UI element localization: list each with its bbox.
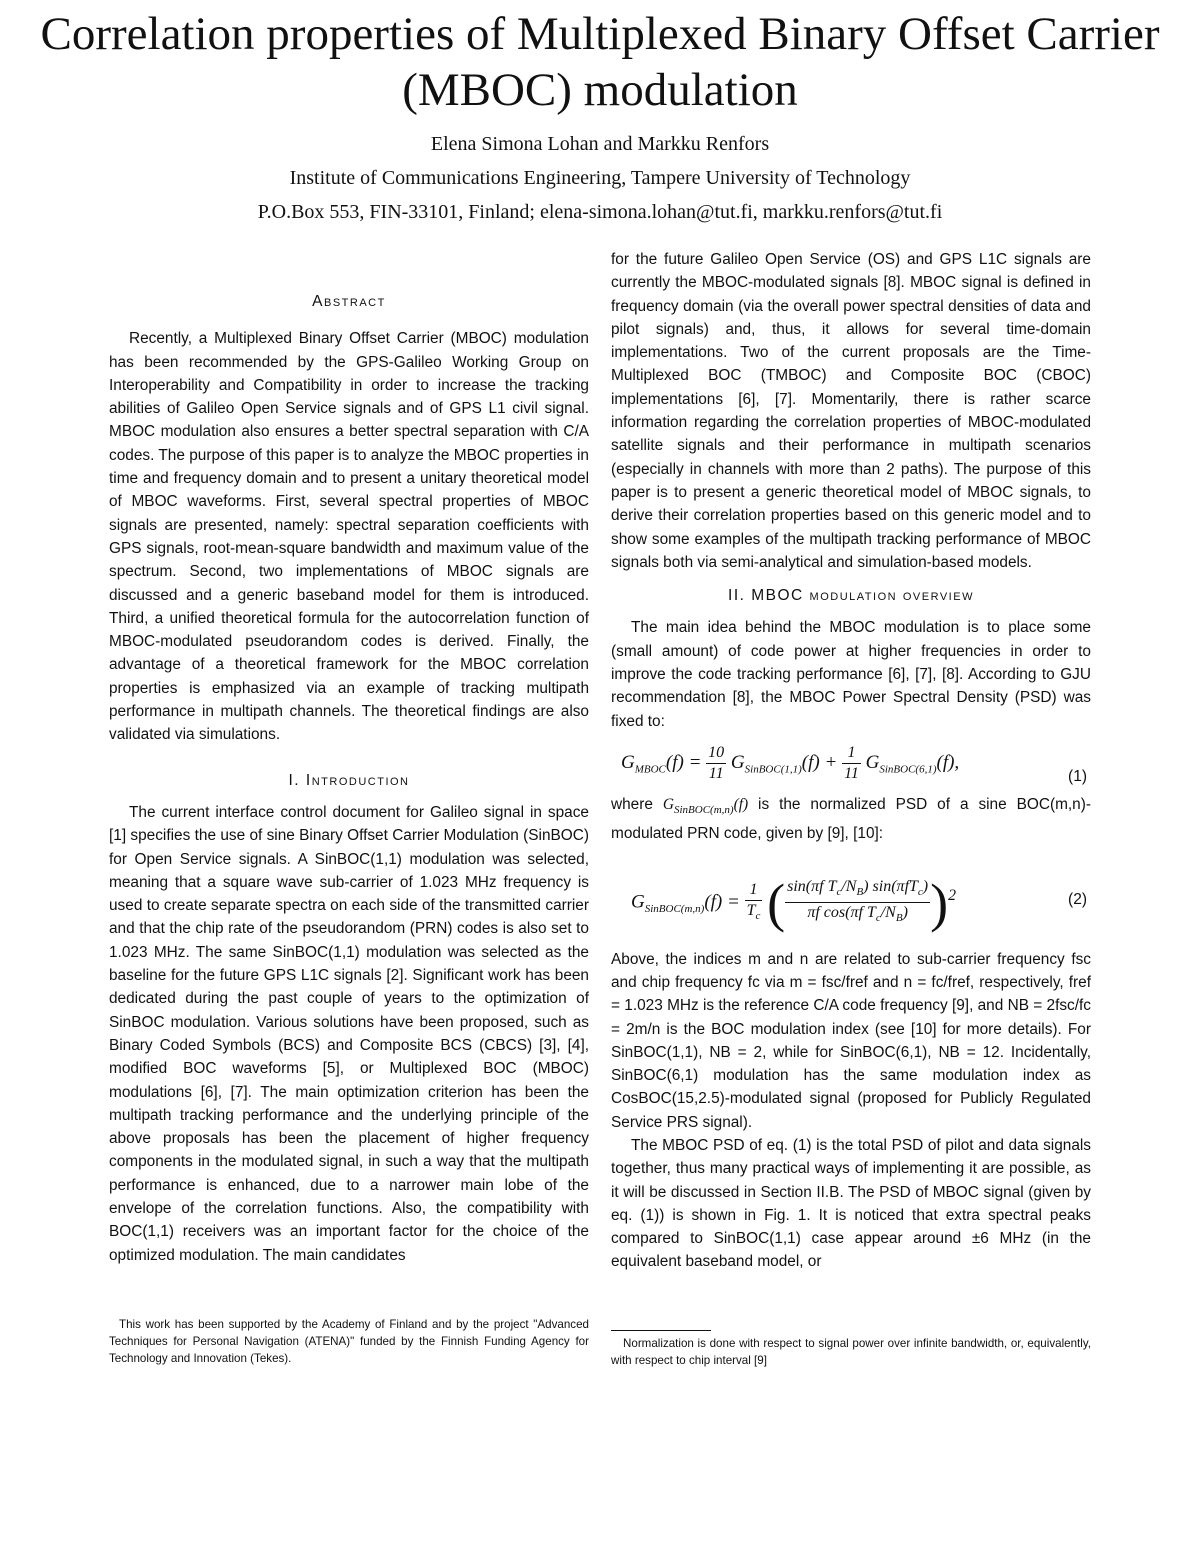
right-para-2: The main idea behind the MBOC modulation is to place some (small amount) of code power at higher frequencies in order to improve the code tracking performance [6], [7], [8]. According to GJU recommendation [8], the MBOC Power Spectral Density (PSD) was fixed to: bbox=[611, 619, 1091, 730]
footnote-normalization bbox=[611, 1330, 1091, 1369]
authors: Elena Simona Lohan and Markku Renfors bbox=[430, 133, 770, 155]
right-para-1: for the future Galileo Open Service (OS) and GPS L1C signals are currently the MBOC-modulated signals [8]. MBOC signal is defined in frequency domain (via the overall power spectral densities of data and pilot signals) and, thus, it allows for several time-domain implementations. Two of the current proposals are the Time-Multiplexed BOC (TMBOC) and Composite BOC (CBOC) implementations [6], [7]. Momentarily, there is rather scarce information regarding the correlation properties of MBOC-modulated satellite signals and their performance in multipath scenarios (especially in channels with more than 2 paths). The purpose of this paper is to present a generic theoretical model of MBOC signals, to derive their correlation properties based on this generic model and to show some examples of the multipath tracking performance of MBOC signals both via semi-analytical and simulation-based models. bbox=[611, 251, 1091, 571]
right-para-5: The MBOC PSD of eq. (1) is the total PSD of pilot and data signals together, thus many practical ways of implementing it are possible, as it will be discussed in Section II.B. The PSD of MBOC signal (given by eq. (1)) is shown in Fig. 1. It is noticed that extra spectral peaks compared to SinBOC(1,1) case appear around ±6 MHz (in the equivalent baseband model, or bbox=[611, 1136, 1091, 1271]
address: P.O.Box 553, FIN-33101, Finland; elena-simona.lohan@tut.fi, markku.renfors@tut.fi bbox=[257, 201, 943, 223]
abstract-text: Recently, a Multiplexed Binary Offset Carrier (MBOC) modulation has been recommended by the GPS-Galileo Working Group on Interoperability and Compatibility in order to increase the tracking abilities of Galileo Open Service signals and of GPS L1 civil signal. MBOC modulation also ensures a better spectral separation with C/A codes. The purpose of this paper is to analyze the MBOC properties in time and frequency domain and to present a unitary theoretical model of MBOC waveforms. First, several spectral properties of MBOC signals are presented, namely: spectral separation coefficients with GPS signals, root-mean-square bandwidth and maximum value of the spectrum. Second, two implementations of MBOC signals are discussed and a generic baseband model for them is introduced. Third, a unified theoretical formula for the autocorrelation function of MBOC-modulated pseudorandom codes is derived. Finally, the advantage of a theoretical framework for the MBOC correlation properties is emphasized via an example of tracking multipath performance in multipath channels. The theoretical findings are also validated via simulations. bbox=[109, 330, 589, 744]
intro-text: The current interface control document for Galileo signal in space [1] specifies the use of sine Binary Offset Carrier Modulation (SinBOC) for Open Service signals. A SinBOC(1,1) modulation was selected, meaning that a square wave sub-carrier of 1.023 MHz frequency is used to create separate spectra on each side of the transmitted carrier and that the chip rate of the pseudorandom (PRN) codes is also set to 1.023 MHz. The same SinBOC(1,1) modulation was selected as the baseline for the future GPS L1C signals [2]. Significant work has been dedicated during the past couple of years to the optimization of SinBOC modulation. Various solutions have been proposed, such as Binary Coded Symbols (BCS) and Composite BCS (CBCS) [3], [4], modified BOC waveforms [5], or Multiplexed BOC (MBOC) modulations [6], [7]. The main optimization criterion has been the multipath tracking performance and the underlying principle of the above proposals has been the placement of higher frequency components in the modulated signal, in such a way that the multipath performance is enhanced, due to a narrower main lobe of the envelope of the correlation functions. Also, the compatibility with BOC(1,1) receivers was an important factor for the choice of the optimized modulation. The main candidates bbox=[109, 803, 589, 1264]
footnote-funding bbox=[109, 1316, 589, 1367]
left-column bbox=[109, 248, 589, 1267]
footnote-rule bbox=[611, 1330, 711, 1331]
section2-heading: II. MBOC modulation overview bbox=[728, 587, 974, 605]
equation-2-body: $G_{SinBOC(m,n)}(f)$ = $\frac{1}{T_c}$ ( $\frac{\sin(\pi f T_c/N_B) \sin(\pi fT_c)}{\pi f \cos(\pi f T_c/N_B)}$ )$^2$ bbox=[631, 872, 957, 933]
equation-2 bbox=[611, 858, 1091, 938]
abstract-heading: Abstract bbox=[312, 293, 386, 310]
equation-2-number: (2) bbox=[1068, 890, 1087, 908]
footnote-normalization-text: Normalization is done with respect to signal power over infinite bandwidth, or, equivalently, with respect to chip interval [9] bbox=[611, 1337, 1091, 1367]
right-para-3-lead: where bbox=[611, 795, 653, 813]
equation-1 bbox=[611, 733, 1091, 793]
equation-1-number: (1) bbox=[1068, 767, 1087, 785]
affiliation: Institute of Communications Engineering, Tampere University of Technology bbox=[289, 167, 911, 189]
right-para-4: Above, the indices m and n are related to sub-carrier frequency fsc and chip frequency fc via m = fsc/fref and n = fc/fref, respectively, fref = 1.023 MHz is the reference C/A code frequency [9], and NB = 2fsc/fc = 2m/n is the BOC modulation index (see [10] for more details). For SinBOC(1,1), NB = 2, while for SinBOC(6,1), NB = 12. Incidentally, SinBOC(6,1) modulation has the same modulation index as CosBOC(15,2.5)-modulated signal (proposed for Publicly Regulated Service PRS signal). bbox=[611, 950, 1091, 1131]
footnote-funding-text: This work has been supported by the Academy of Finland and by the project "Advanced Techniques for Personal Navigation (ATENA)" funded by the Finnish Funding Agency for Technology and Innovation (Tekes). bbox=[109, 1318, 589, 1365]
equation-1-body: $G_{MBOC}(f)$ = $\frac{10}{11}$ $G_{SinBOC(1,1)}(f)$ + $\frac{1}{11}$ $G_{SinBOC(6,1)}(f)$, bbox=[621, 743, 960, 782]
paper-title: Correlation properties of Multiplexed Binary Offset Carrier (MBOC) modulation bbox=[40, 8, 1160, 116]
right-column bbox=[611, 248, 1091, 1274]
right-para-3-text: is the normalized PSD of a sine BOC(m,n)-modulated PRN code, given by [9], [10]: bbox=[611, 795, 1091, 843]
intro-heading: I. Introduction bbox=[288, 771, 410, 789]
right-para-3: where $G_{SinBOC(m,n)}(f)$ is the normalized PSD of a sine BOC(m,n)-modulated PRN code, given by [9], [10]: bbox=[611, 795, 1091, 843]
